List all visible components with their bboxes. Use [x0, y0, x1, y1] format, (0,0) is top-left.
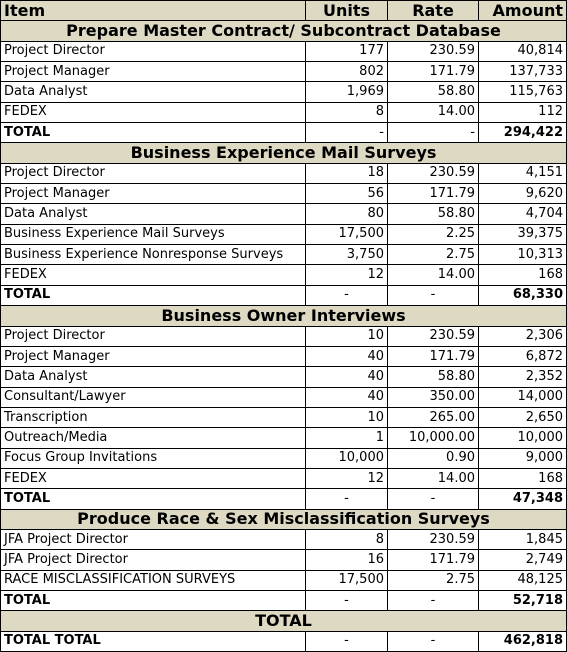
- rate-cell: 14.00: [388, 102, 479, 122]
- rate-cell: 58.80: [388, 82, 479, 102]
- item-cell: Outreach/Media: [1, 428, 306, 448]
- units-cell: 40: [306, 367, 388, 387]
- rate-cell: 171.79: [388, 346, 479, 366]
- amount-cell: 4,151: [479, 163, 567, 183]
- units-cell: 17,500: [306, 224, 388, 244]
- rate-cell: -: [388, 123, 479, 143]
- rate-cell: 171.79: [388, 550, 479, 570]
- units-cell: 80: [306, 204, 388, 224]
- grand-total-header-title: TOTAL: [1, 611, 567, 631]
- amount-cell: 10,313: [479, 245, 567, 265]
- units-cell: 40: [306, 346, 388, 366]
- section-header: [1, 509, 567, 529]
- rate-cell: 58.80: [388, 367, 479, 387]
- section-total-row: [1, 123, 567, 143]
- rate-cell: 171.79: [388, 184, 479, 204]
- table-row: [1, 62, 567, 82]
- section-total-row: [1, 590, 567, 610]
- item-cell: RACE MISCLASSIFICATION SURVEYS: [1, 570, 306, 590]
- table-row: [1, 387, 567, 407]
- item-cell: TOTAL TOTAL: [1, 631, 306, 651]
- rate-cell: 230.59: [388, 326, 479, 346]
- units-cell: -: [306, 123, 388, 143]
- amount-cell: 1,845: [479, 529, 567, 549]
- item-cell: Data Analyst: [1, 367, 306, 387]
- rate-cell: 2.75: [388, 570, 479, 590]
- table-row: [1, 184, 567, 204]
- table-row: [1, 224, 567, 244]
- amount-cell: 2,306: [479, 326, 567, 346]
- item-cell: JFA Project Director: [1, 529, 306, 549]
- units-cell: 12: [306, 468, 388, 488]
- table-row: [1, 245, 567, 265]
- units-cell: -: [306, 590, 388, 610]
- table-row: [1, 163, 567, 183]
- units-cell: 10,000: [306, 448, 388, 468]
- amount-cell: 47,348: [479, 489, 567, 509]
- item-cell: Project Manager: [1, 346, 306, 366]
- units-cell: 8: [306, 102, 388, 122]
- item-cell: FEDEX: [1, 468, 306, 488]
- rate-cell: -: [388, 489, 479, 509]
- section-header: [1, 306, 567, 326]
- units-cell: 12: [306, 265, 388, 285]
- amount-cell: 294,422: [479, 123, 567, 143]
- amount-cell: 68,330: [479, 285, 567, 305]
- table-row: [1, 448, 567, 468]
- item-cell: Business Experience Mail Surveys: [1, 224, 306, 244]
- item-cell: Data Analyst: [1, 204, 306, 224]
- item-cell: Consultant/Lawyer: [1, 387, 306, 407]
- table-row: [1, 407, 567, 427]
- rate-cell: 14.00: [388, 265, 479, 285]
- table-row: [1, 468, 567, 488]
- amount-cell: 2,650: [479, 407, 567, 427]
- table-row: [1, 550, 567, 570]
- amount-cell: 6,872: [479, 346, 567, 366]
- item-cell: TOTAL: [1, 285, 306, 305]
- amount-cell: 52,718: [479, 590, 567, 610]
- item-cell: Data Analyst: [1, 82, 306, 102]
- table-row: [1, 41, 567, 61]
- amount-cell: 39,375: [479, 224, 567, 244]
- item-cell: FEDEX: [1, 265, 306, 285]
- table-row: [1, 82, 567, 102]
- amount-cell: 115,763: [479, 82, 567, 102]
- units-cell: 802: [306, 62, 388, 82]
- units-cell: 17,500: [306, 570, 388, 590]
- rate-cell: -: [388, 285, 479, 305]
- rate-cell: -: [388, 590, 479, 610]
- units-cell: -: [306, 489, 388, 509]
- table-row: [1, 346, 567, 366]
- rate-cell: 230.59: [388, 41, 479, 61]
- units-cell: 3,750: [306, 245, 388, 265]
- amount-cell: 168: [479, 468, 567, 488]
- item-cell: JFA Project Director: [1, 550, 306, 570]
- table-row: [1, 265, 567, 285]
- units-cell: -: [306, 631, 388, 651]
- item-cell: Business Experience Nonresponse Surveys: [1, 245, 306, 265]
- rate-cell: 350.00: [388, 387, 479, 407]
- rate-cell: -: [388, 631, 479, 651]
- section-header-title: Produce Race & Sex Misclassification Surveys: [1, 509, 567, 529]
- table-row: [1, 326, 567, 346]
- units-cell: 10: [306, 326, 388, 346]
- item-cell: Project Director: [1, 326, 306, 346]
- units-cell: 177: [306, 41, 388, 61]
- section-header: [1, 143, 567, 163]
- rate-cell: 230.59: [388, 529, 479, 549]
- rate-cell: 58.80: [388, 204, 479, 224]
- amount-cell: 168: [479, 265, 567, 285]
- item-cell: TOTAL: [1, 489, 306, 509]
- rate-cell: 2.25: [388, 224, 479, 244]
- item-cell: Focus Group Invitations: [1, 448, 306, 468]
- item-cell: Transcription: [1, 407, 306, 427]
- table-row: [1, 570, 567, 590]
- amount-cell: 48,125: [479, 570, 567, 590]
- units-cell: 16: [306, 550, 388, 570]
- units-cell: 18: [306, 163, 388, 183]
- item-cell: TOTAL: [1, 123, 306, 143]
- units-cell: 40: [306, 387, 388, 407]
- section-total-row: [1, 489, 567, 509]
- item-cell: Project Director: [1, 163, 306, 183]
- amount-cell: 14,000: [479, 387, 567, 407]
- rate-cell: 171.79: [388, 62, 479, 82]
- rate-cell: 14.00: [388, 468, 479, 488]
- units-cell: 1: [306, 428, 388, 448]
- section-total-row: [1, 285, 567, 305]
- amount-cell: 10,000: [479, 428, 567, 448]
- amount-cell: 137,733: [479, 62, 567, 82]
- section-header-title: Business Experience Mail Surveys: [1, 143, 567, 163]
- item-cell: Project Manager: [1, 184, 306, 204]
- item-cell: FEDEX: [1, 102, 306, 122]
- header-amount: Amount: [479, 1, 567, 21]
- amount-cell: 9,620: [479, 184, 567, 204]
- header-rate: Rate: [388, 1, 479, 21]
- header-item: Item: [1, 1, 306, 21]
- amount-cell: 462,818: [479, 631, 567, 651]
- amount-cell: 4,704: [479, 204, 567, 224]
- amount-cell: 2,749: [479, 550, 567, 570]
- rate-cell: 2.75: [388, 245, 479, 265]
- grand-total-row: [1, 631, 567, 651]
- amount-cell: 112: [479, 102, 567, 122]
- amount-cell: 9,000: [479, 448, 567, 468]
- table-row: [1, 204, 567, 224]
- amount-cell: 40,814: [479, 41, 567, 61]
- header-row: [1, 1, 567, 21]
- rate-cell: 265.00: [388, 407, 479, 427]
- table-row: [1, 367, 567, 387]
- section-header-title: Prepare Master Contract/ Subcontract Database: [1, 21, 567, 41]
- item-cell: Project Manager: [1, 62, 306, 82]
- grand-total-header: [1, 611, 567, 631]
- rate-cell: 0.90: [388, 448, 479, 468]
- table-row: [1, 102, 567, 122]
- table-row: [1, 529, 567, 549]
- units-cell: -: [306, 285, 388, 305]
- header-units: Units: [306, 1, 388, 21]
- item-cell: TOTAL: [1, 590, 306, 610]
- amount-cell: 2,352: [479, 367, 567, 387]
- section-header: [1, 21, 567, 41]
- units-cell: 8: [306, 529, 388, 549]
- section-header-title: Business Owner Interviews: [1, 306, 567, 326]
- rate-cell: 10,000.00: [388, 428, 479, 448]
- rate-cell: 230.59: [388, 163, 479, 183]
- table-row: [1, 428, 567, 448]
- units-cell: 56: [306, 184, 388, 204]
- item-cell: Project Director: [1, 41, 306, 61]
- units-cell: 10: [306, 407, 388, 427]
- units-cell: 1,969: [306, 82, 388, 102]
